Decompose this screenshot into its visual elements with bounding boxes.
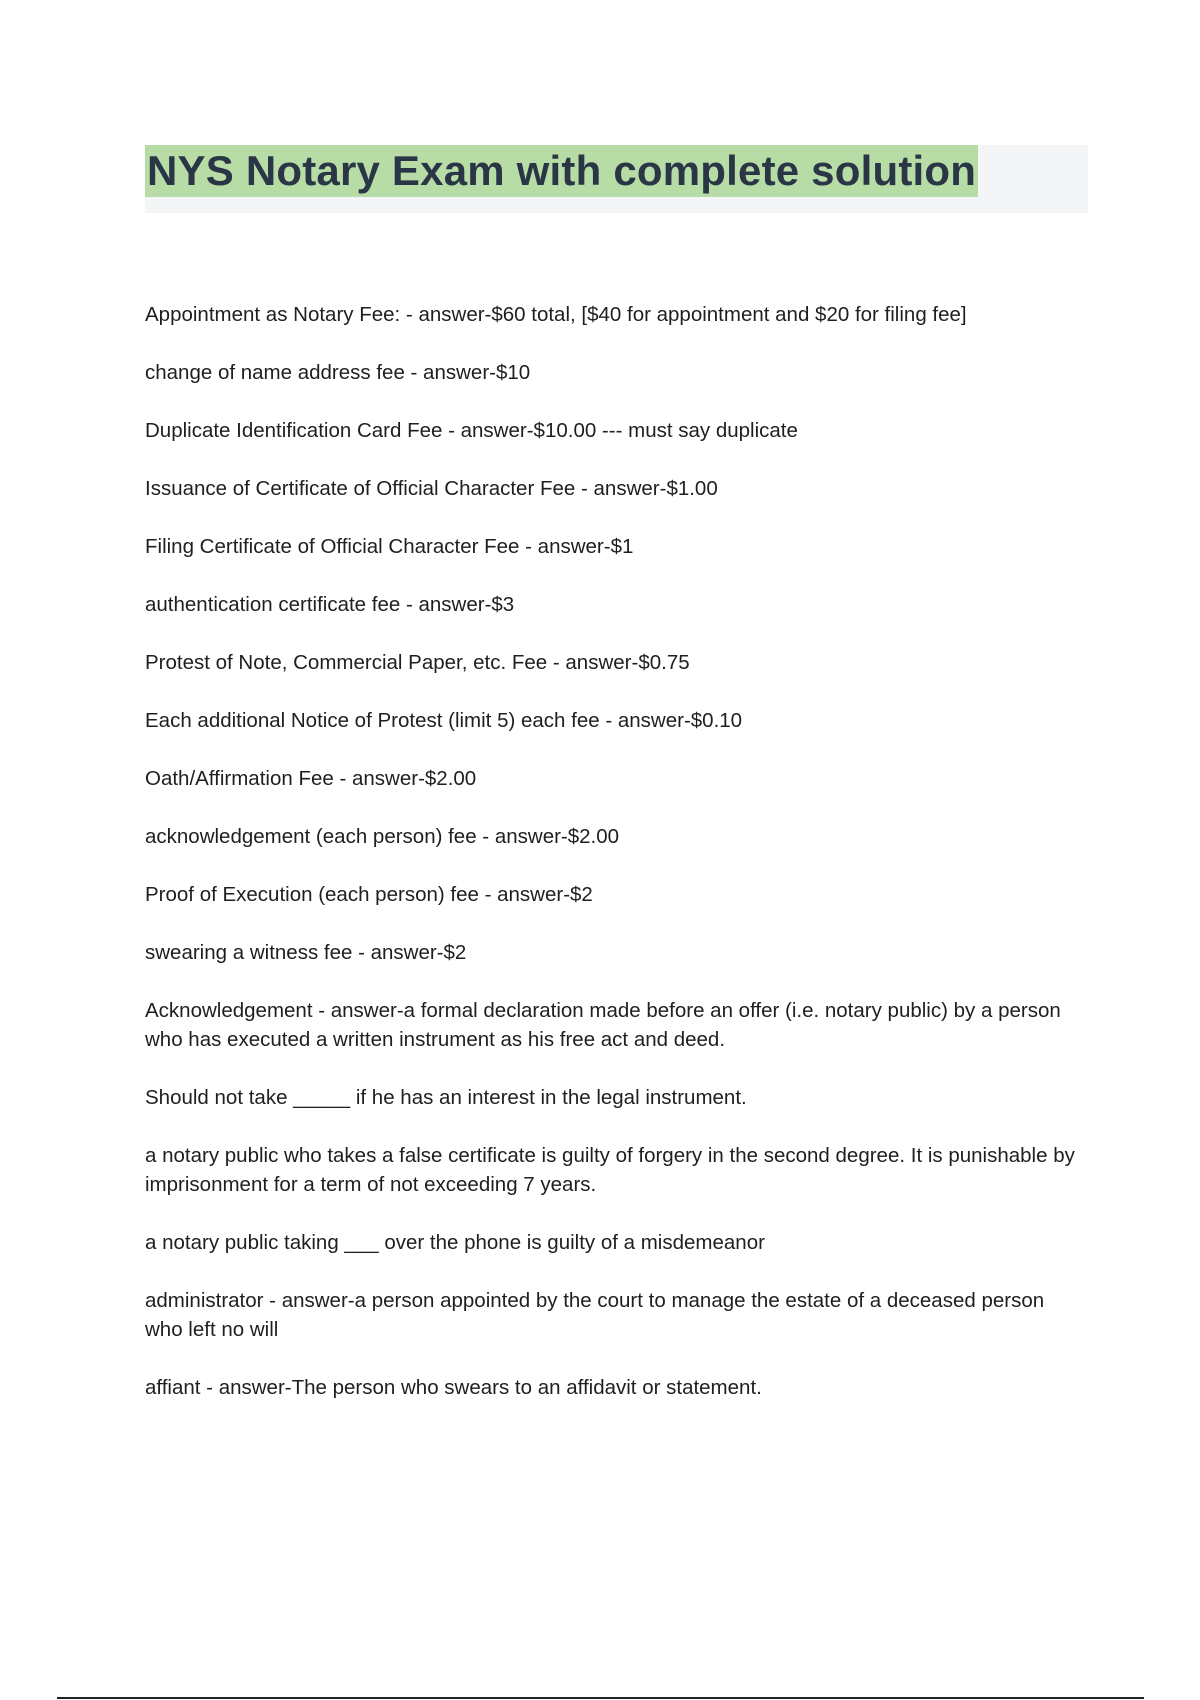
- page-title: NYS Notary Exam with complete solution: [145, 145, 978, 197]
- qa-item: Should not take _____ if he has an interest in the legal instrument.: [145, 1086, 747, 1109]
- qa-item: a notary public who takes a false certificate is guilty of forgery in the second degree. It is punishable by imprisonment for a term of not exceeding 7 years.: [145, 1144, 1075, 1196]
- qa-item: change of name address fee - answer-$10: [145, 361, 531, 384]
- qa-item: Protest of Note, Commercial Paper, etc. Fee - answer-$0.75: [145, 651, 690, 674]
- qa-item: affiant - answer-The person who swears to an affidavit or statement.: [145, 1376, 762, 1399]
- qa-item: a notary public taking ___ over the phone is guilty of a misdemeanor: [145, 1231, 765, 1254]
- qa-item: Filing Certificate of Official Character Fee - answer-$1: [145, 535, 634, 558]
- qa-item: Appointment as Notary Fee: - answer-$60 total, [$40 for appointment and $20 for filing fee]: [145, 303, 967, 326]
- qa-item: swearing a witness fee - answer-$2: [145, 941, 467, 964]
- qa-item: Oath/Affirmation Fee - answer-$2.00: [145, 767, 477, 790]
- qa-item: administrator - answer-a person appointed by the court to manage the estate of a deceased person who left no will: [145, 1289, 1045, 1341]
- footer-divider: [57, 1697, 1144, 1699]
- qa-item: authentication certificate fee - answer-$3: [145, 593, 515, 616]
- qa-item: Acknowledgement - answer-a formal declaration made before an offer (i.e. notary public) by a person who has executed a written instrument as his free act and deed.: [145, 999, 1061, 1051]
- qa-item: Duplicate Identification Card Fee - answer-$10.00 --- must say duplicate: [145, 419, 798, 442]
- title-block: [145, 145, 1088, 213]
- qa-item: Proof of Execution (each person) fee - answer-$2: [145, 883, 593, 906]
- qa-list: [145, 300, 1075, 1431]
- qa-item: Each additional Notice of Protest (limit 5) each fee - answer-$0.10: [145, 709, 743, 732]
- qa-item: acknowledgement (each person) fee - answer-$2.00: [145, 825, 620, 848]
- qa-item: Issuance of Certificate of Official Character Fee - answer-$1.00: [145, 477, 718, 500]
